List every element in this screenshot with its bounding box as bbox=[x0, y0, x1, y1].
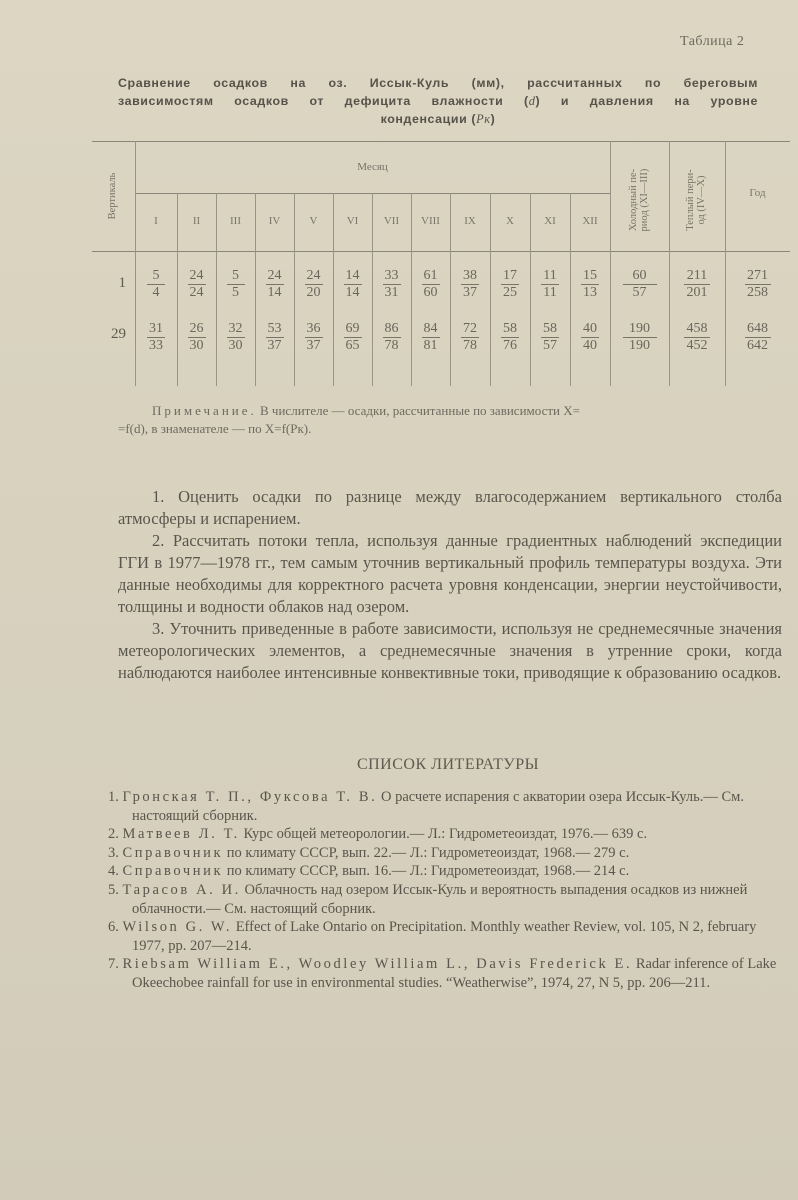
table-top-rule bbox=[92, 141, 790, 142]
table-cell: $\frac{69}{65}$ bbox=[345, 321, 360, 353]
reference-item: 4. Справочник по климату СССР, вып. 16.— Л.: Гидрометеоиздат, 1968.— 214 с. bbox=[108, 863, 630, 880]
references-heading: СПИСОК ЛИТЕРАТУРЫ bbox=[356, 756, 540, 773]
header-month: IX bbox=[464, 215, 476, 227]
table-cell-warm: $\frac{458}{452}$ bbox=[669, 321, 725, 353]
header-year: Год bbox=[749, 187, 766, 199]
table-cell: $\frac{24}{24}$ bbox=[189, 268, 204, 300]
header-warm-period: Теплый пери- од (IV—X) bbox=[685, 169, 707, 231]
table-cell: $\frac{36}{37}$ bbox=[306, 321, 321, 353]
header-month: IV bbox=[268, 215, 281, 227]
note-label: Примечание. bbox=[152, 403, 257, 418]
header-month: VII bbox=[383, 215, 400, 227]
table-cell: $\frac{38}{37}$ bbox=[463, 268, 477, 300]
table-cell: $\frac{86}{78}$ bbox=[384, 321, 399, 353]
header-vertical: Вертикаль bbox=[107, 172, 118, 220]
header-body-rule bbox=[92, 251, 790, 252]
reference-item: 1. Гронская Т. П., Фуксова Т. В. О расчете испарения с акватории озера Иссык-Куль.— См. настоящий сборник. bbox=[108, 789, 744, 824]
table-cell: $\frac{61}{60}$ bbox=[423, 268, 438, 300]
table-cell-warm: $\frac{211}{201}$ bbox=[669, 268, 725, 300]
reference-list bbox=[108, 788, 790, 993]
table-cell: $\frac{32}{30}$ bbox=[228, 321, 243, 353]
table-cell: $\frac{26}{30}$ bbox=[189, 321, 204, 353]
row-label-vertical-1: 1 bbox=[118, 275, 126, 291]
table-cell: $\frac{31}{33}$ bbox=[149, 321, 163, 353]
paragraph-1: 1. Оценить осадки по разнице между влагосодержанием вертикального столба атмосферы и испарением. bbox=[118, 487, 782, 528]
table-cell: $\frac{14}{14}$ bbox=[345, 268, 360, 300]
note-line-2: =f(d), в знаменателе — по X=f(Pк). bbox=[118, 421, 312, 436]
reference-item: 5. Тарасов А. И. Облачность над озером Иссык-Куль и вероятность выпадения осадков из нижней облачности.— См. настоящий сборник. bbox=[108, 881, 748, 917]
body-paragraphs bbox=[118, 486, 782, 684]
header-month: XI bbox=[544, 215, 556, 227]
table-cell: $\frac{15}{13}$ bbox=[583, 268, 597, 300]
table-cell: $\frac{58}{76}$ bbox=[503, 321, 517, 353]
reference-item: 3. Справочник по климату СССР, вып. 22.— Л.: Гидрометеоиздат, 1968.— 279 с. bbox=[108, 844, 630, 861]
header-month: III bbox=[230, 215, 241, 227]
paragraph-2: 2. Рассчитать потоки тепла, используя данные градиентных наблюдений экспедиции ГГИ в 1977—1978 гг., тем самым уточнив вертикальный профиль температуры воздуха. Эти данные необходимы для корректного расчета уровня конденсации, энергии неустойчивости, толщины и водности облаков над озером. bbox=[118, 531, 782, 616]
header-month: V bbox=[309, 215, 318, 227]
header-month: I bbox=[154, 215, 158, 227]
header-month: X bbox=[506, 215, 514, 227]
table-note bbox=[118, 402, 778, 438]
caption-line-1: Сравнение осадков на оз. Иссык-Куль (мм), рассчитанных по береговым bbox=[118, 76, 758, 90]
precipitation-table bbox=[92, 141, 790, 386]
header-month: II bbox=[192, 215, 201, 227]
header-cold-period: Холодный пе- риод (XI—III) bbox=[628, 168, 650, 232]
caption-line-3: конденсации (Pк) bbox=[380, 112, 496, 126]
table-cell: $\frac{5}{5}$ bbox=[216, 268, 255, 300]
table-cell-cold: $\frac{190}{190}$ bbox=[610, 321, 669, 353]
table-cell-year: $\frac{271}{258}$ bbox=[725, 268, 790, 300]
table-cell: $\frac{11}{11}$ bbox=[530, 268, 570, 300]
table-cell: $\frac{5}{4}$ bbox=[135, 268, 177, 300]
table-cell: $\frac{40}{40}$ bbox=[583, 321, 597, 353]
table-number-label: Таблица 2 bbox=[680, 34, 745, 49]
table-cell: $\frac{24}{20}$ bbox=[306, 268, 321, 300]
table-cell: $\frac{58}{57}$ bbox=[543, 321, 557, 353]
table-cell: $\frac{17}{25}$ bbox=[503, 268, 517, 300]
table-cell-cold: $\frac{60}{57}$ bbox=[610, 268, 669, 300]
table-cell: $\frac{24}{14}$ bbox=[267, 268, 282, 300]
header-month-group: Месяц bbox=[357, 161, 388, 173]
note-line-1: В числителе — осадки, рассчитанные по зависимости X= bbox=[256, 403, 580, 418]
row-label-vertical-29: 29 bbox=[111, 326, 126, 342]
header-month: VIII bbox=[421, 215, 440, 227]
caption-line-2: зависимостям осадков от дефицита влажности (d) и давления на уровне bbox=[118, 94, 758, 108]
table-caption bbox=[118, 74, 758, 128]
table-cell: $\frac{53}{37}$ bbox=[267, 321, 282, 353]
reference-item: 2. Матвеев Л. Т. Курс общей метеорологии.— Л.: Гидрометеоиздат, 1976.— 639 с. bbox=[108, 826, 648, 843]
table-cell: $\frac{72}{78}$ bbox=[463, 321, 477, 353]
header-month: VI bbox=[346, 215, 359, 227]
table-cell-year: $\frac{648}{642}$ bbox=[725, 321, 790, 353]
paragraph-3: 3. Уточнить приведенные в работе зависимости, используя не среднемесячные значения метеорологических элементов, а среднемесячные значения в утренние сроки, когда наблюдаются наиболее интенсивные конвективные токи, приводящие к образованию осадков. bbox=[118, 619, 782, 682]
reference-item: 6. Wilson G. W. Effect of Lake Ontario on Precipitation. Monthly weather Review, vol. 105, N 2, february 1977, pp. 207—214. bbox=[108, 919, 757, 954]
table-cell: $\frac{33}{31}$ bbox=[384, 268, 399, 300]
reference-item: 7. Riebsam William E., Woodley William L., Davis Frederick E. Radar inference of Lake Okeechobee rainfall for use in environmental studies. “Weatherwise”, 1974, 27, N 5, pp. 206—211. bbox=[108, 956, 777, 991]
header-month: XII bbox=[582, 215, 598, 227]
table-cell: $\frac{84}{81}$ bbox=[423, 321, 438, 353]
